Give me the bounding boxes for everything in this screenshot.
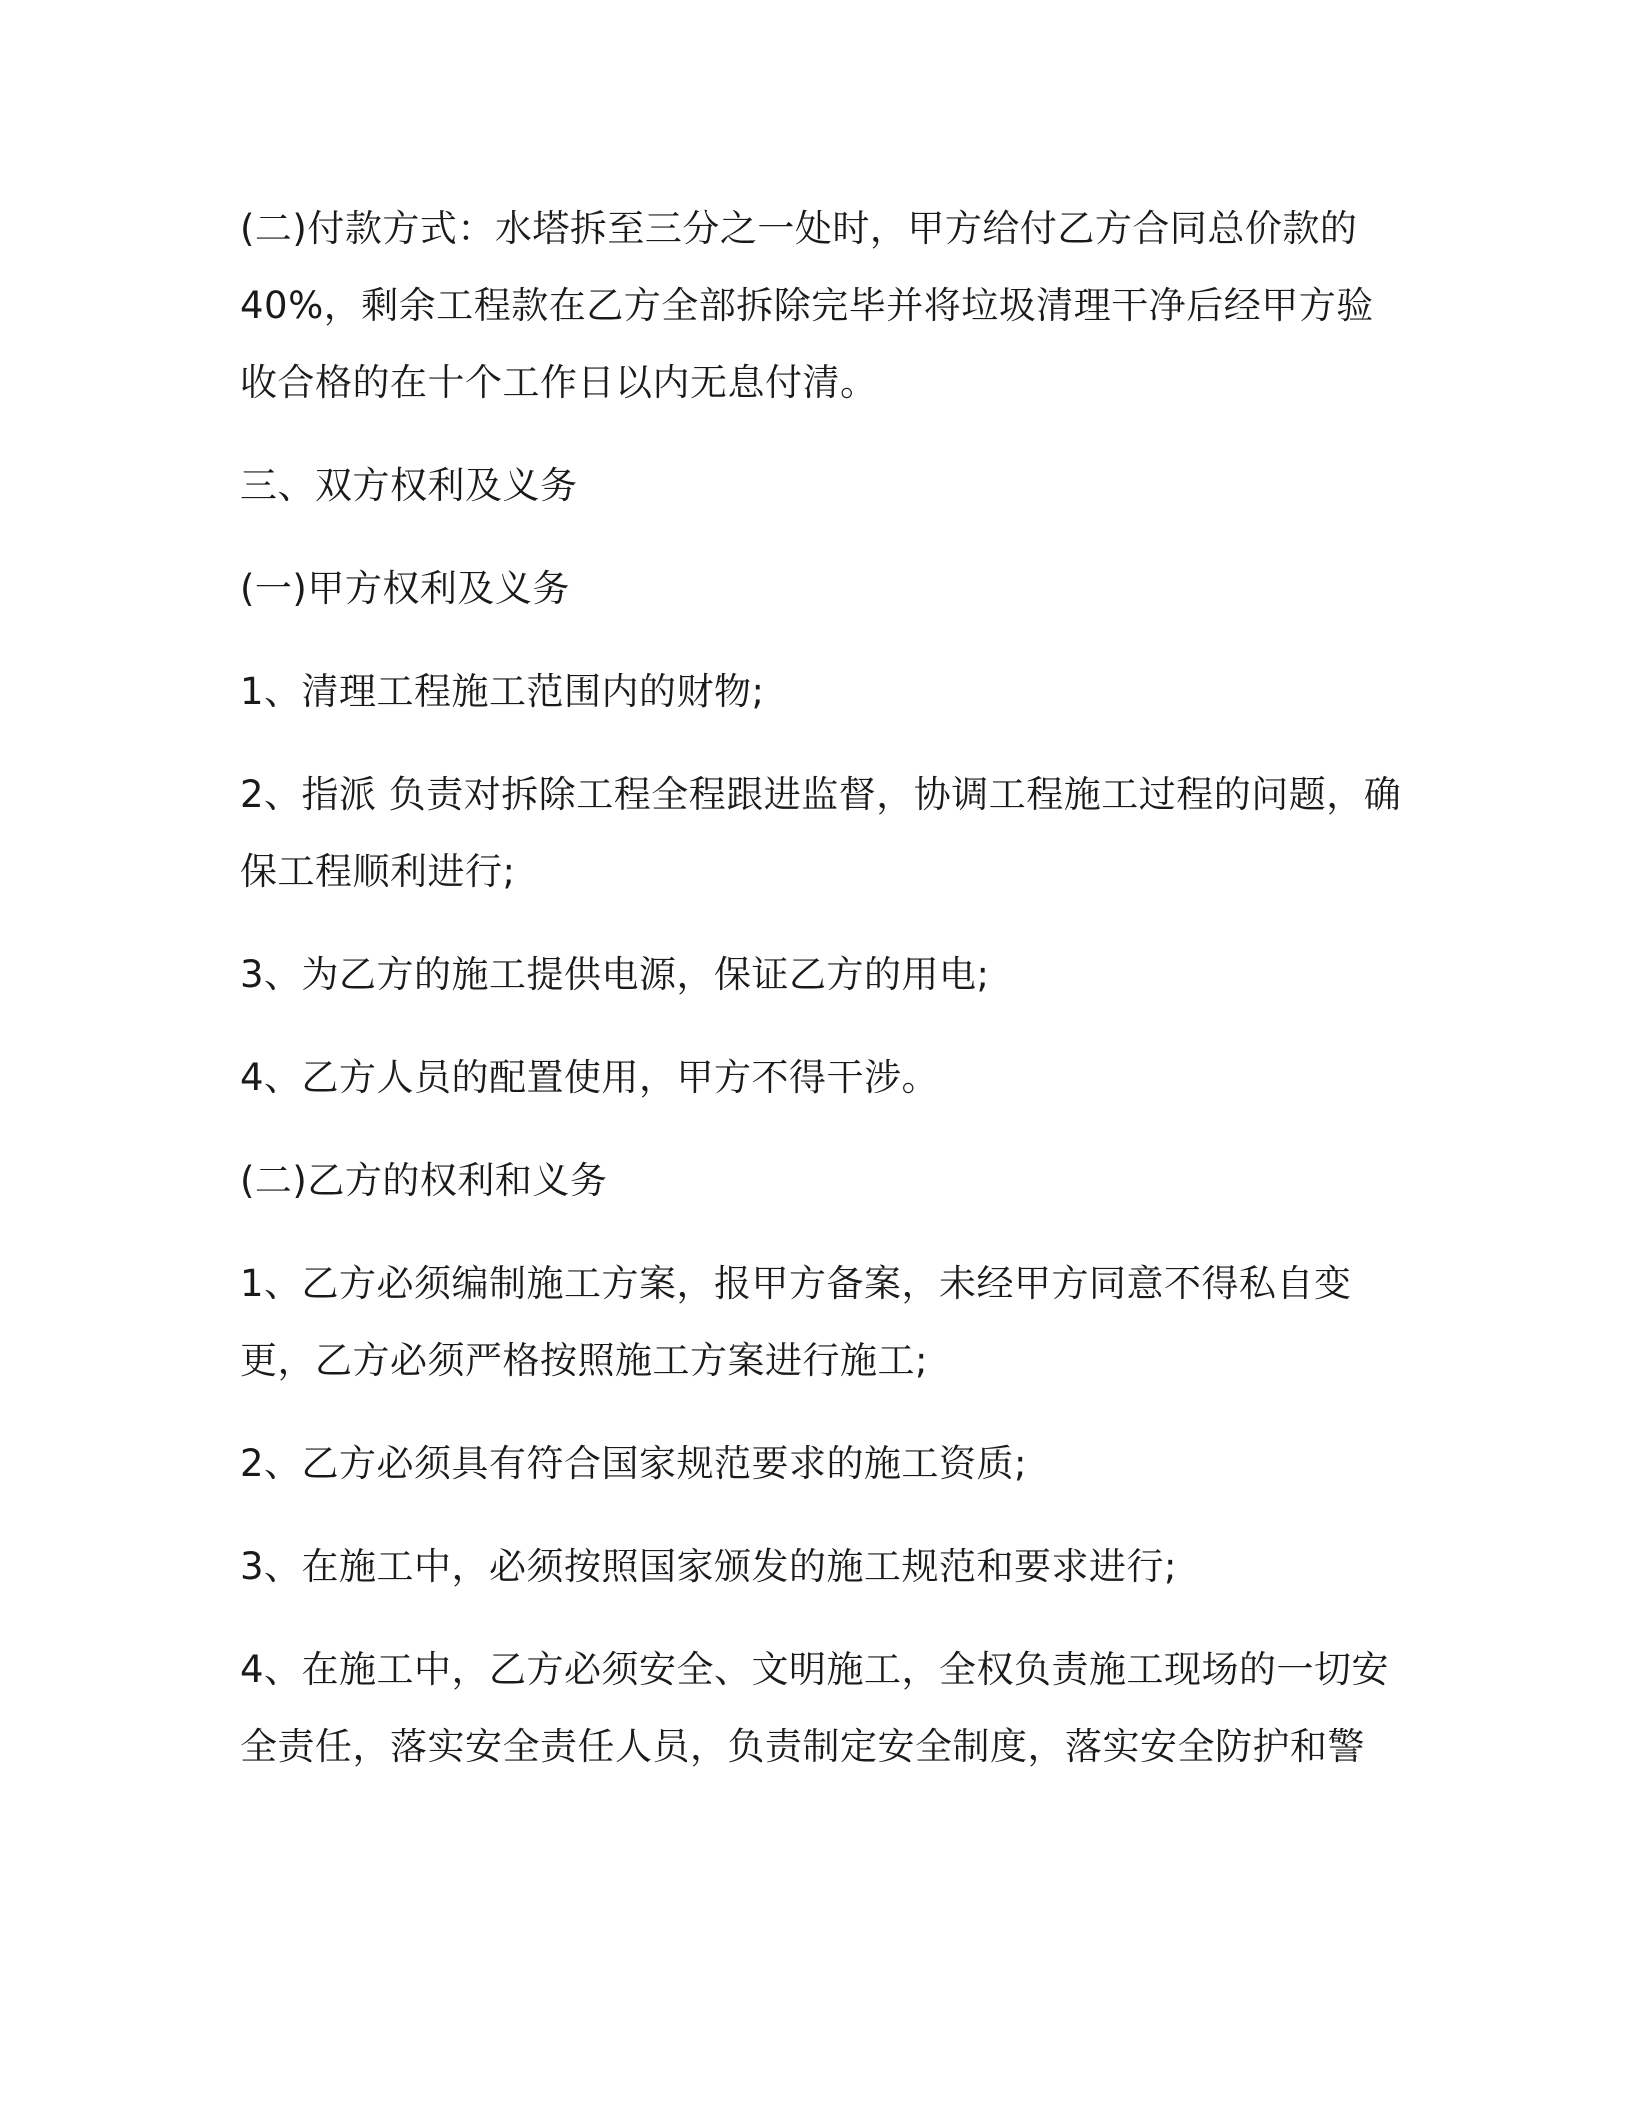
party-a-item-1: 1、清理工程施工范围内的财物; xyxy=(240,670,765,713)
section-heading-rights-obligations: 三、双方权利及义务 xyxy=(240,464,578,507)
party-a-item-2: 2、指派 负责对拆除工程全程跟进监督，协调工程施工过程的问题，确保工程顺利进行; xyxy=(240,773,1402,893)
payment-method-paragraph: (二)付款方式：水塔拆至三分之一处时，甲方给付乙方合同总价款的40%，剩余工程款在乙方全部拆除完毕并将垃圾清理干净后经甲方验收合格的在十个工作日以内无息付清。 xyxy=(240,207,1374,404)
party-b-item-1: 1、乙方必须编制施工方案，报甲方备案，未经甲方同意不得私自变更，乙方必须严格按照施工方案进行施工; xyxy=(240,1262,1352,1382)
subsection-heading-party-b: (二)乙方的权利和义务 xyxy=(240,1159,608,1202)
document-body xyxy=(240,190,1410,1811)
party-b-item-3: 3、在施工中，必须按照国家颁发的施工规范和要求进行; xyxy=(240,1545,1178,1588)
party-a-item-4: 4、乙方人员的配置使用，甲方不得干涉。 xyxy=(240,1056,940,1099)
subsection-heading-party-a: (一)甲方权利及义务 xyxy=(240,567,570,610)
party-b-item-4: 4、在施工中，乙方必须安全、文明施工，全权负责施工现场的一切安全责任，落实安全责任人员，负责制定安全制度，落实安全防护和警 xyxy=(240,1648,1390,1768)
party-a-item-3: 3、为乙方的施工提供电源，保证乙方的用电; xyxy=(240,953,990,996)
party-b-item-2: 2、乙方必须具有符合国家规范要求的施工资质; xyxy=(240,1442,1028,1485)
